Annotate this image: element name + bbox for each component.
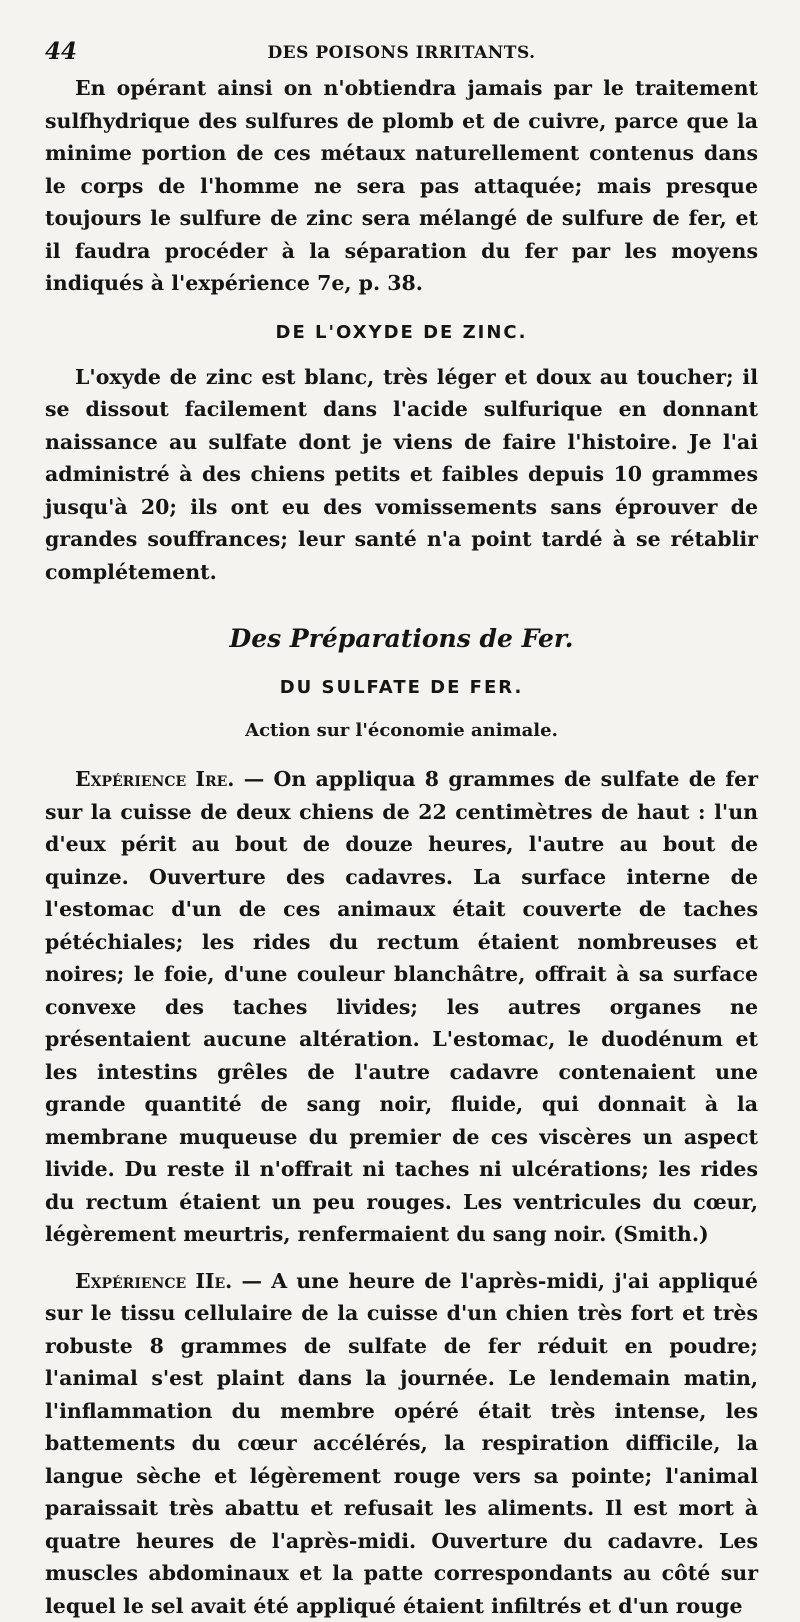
experience-1-label: Expérience Ire. [75, 767, 234, 791]
page-body [45, 72, 758, 1622]
experience-2-label: Expérience IIe. [75, 1269, 232, 1293]
experience-2-text: — A une heure de l'après-midi, j'ai appliqué sur le tissu cellulaire de la cuisse d'un chien très fort et très robuste 8 grammes de sulfate de fer réduit en poudre; l'animal s'est plaint dans la journée. Le lendemain matin, l'inflammation du membre opéré était très intense, les battements du cœur accélérés, la respiration difficile, la langue sèche et légèrement rouge vers sa pointe; l'animal paraissait très abattu et refusait les aliments. Il est mort à quatre heures de l'après-midi. Ouverture du cadavre. Les muscles abdominaux et la patte correspondants au côté sur lequel le sel avait été appliqué étaient infiltrés et d'un rouge [45, 1269, 758, 1618]
paragraph-zinc-oxide: L'oxyde de zinc est blanc, très léger et doux au toucher; il se dissout facilement dans l'acide sulfurique en donnant naissance au sulfate dont je viens de faire l'histoire. Je l'ai administré à des chiens petits et faibles depuis 10 grammes jusqu'à 20; ils ont eu des vomissements sans éprouver de grandes souffrances; leur santé n'a point tardé à se rétablir complétement. [45, 361, 758, 589]
paragraph-experience-1 [45, 763, 758, 1251]
page-header [45, 38, 758, 68]
section-title-iron: Des Préparations de Fer. [45, 624, 758, 653]
page-number: 44 [45, 38, 77, 65]
paragraph-experience-2 [45, 1265, 758, 1622]
paragraph-sulfhydric-treatment: En opérant ainsi on n'obtiendra jamais par le traitement sulfhydrique des sulfures de plomb et de cuivre, parce que la minime portion de ces métaux naturellement contenus dans le corps de l'homme ne sera pas attaquée; mais presque toujours le sulfure de zinc sera mélangé de sulfure de fer, et il faudra procéder à la séparation du fer par les moyens indiqués à l'expérience 7e, p. 38. [45, 72, 758, 300]
experience-1-text: — On appliqua 8 grammes de sulfate de fer sur la cuisse de deux chiens de 22 centimètres de haut : l'un d'eux périt au bout de douze heures, l'autre au bout de quinze. Ouverture des cadavres. La surface interne de l'estomac d'un de ces animaux était couverte de taches pétéchiales; les rides du rectum étaient nombreuses et noires; le foie, d'une couleur blanchâtre, offrait à sa surface convexe des taches livides; les autres organes ne présentaient aucune altération. L'estomac, le duodénum et les intestins grêles de l'autre cadavre contenaient une grande quantité de sang noir, fluide, qui donnait à la membrane muqueuse du premier de ces viscères un aspect livide. Du reste il n'offrait ni taches ni ulcérations; les rides du rectum étaient un peu rouges. Les ventricules du cœur, légèrement meurtris, renfermaient du sang noir. (Smith.) [45, 767, 758, 1246]
running-title: DES POISONS IRRITANTS. [45, 43, 758, 63]
subheading-animal-economy: Action sur l'économie animale. [45, 720, 758, 741]
heading-iron-sulfate: DU SULFATE DE FER. [45, 677, 758, 698]
heading-zinc-oxide: DE L'OXYDE DE ZINC. [45, 322, 758, 343]
